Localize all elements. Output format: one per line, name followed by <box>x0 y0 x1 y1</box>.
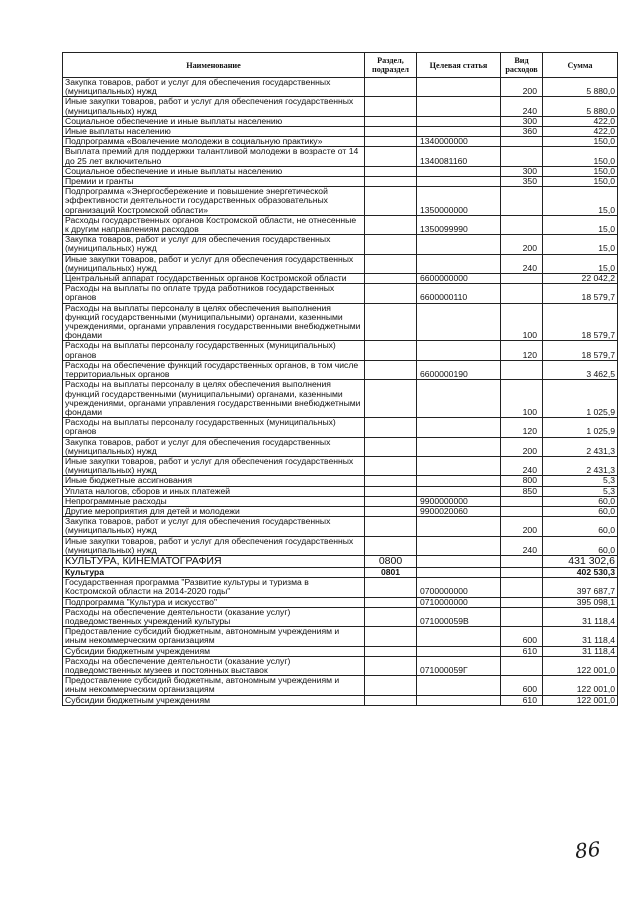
cell-target <box>417 476 501 486</box>
cell-target <box>417 437 501 456</box>
cell-target <box>417 254 501 273</box>
cell-name: Предоставление субсидий бюджетным, автономным учреждениям и иным некоммерческим организациям <box>63 627 365 646</box>
table-row <box>63 380 618 418</box>
cell-target <box>417 517 501 536</box>
cell-vid: 120 <box>501 418 543 437</box>
cell-sum: 5 880,0 <box>543 78 618 97</box>
table-row <box>63 215 618 234</box>
cell-target <box>417 97 501 116</box>
cell-sum: 150,0 <box>543 177 618 187</box>
cell-sum: 60,0 <box>543 517 618 536</box>
cell-vid: 600 <box>501 627 543 646</box>
budget-table-container <box>62 52 617 706</box>
cell-razdel <box>365 597 417 607</box>
table-row <box>63 147 618 166</box>
cell-target <box>417 536 501 555</box>
cell-name: Подпрограмма "Культура и искусство" <box>63 597 365 607</box>
cell-name: Закупка товаров, работ и услуг для обеспечения государственных (муниципальных) нужд <box>63 517 365 536</box>
cell-razdel <box>365 274 417 284</box>
cell-name: Расходы на обеспечение функций государственных органов, в том числе территориальных органов <box>63 360 365 379</box>
cell-sum: 18 579,7 <box>543 303 618 341</box>
header-sum: Сумма <box>543 53 618 78</box>
cell-target <box>417 380 501 418</box>
cell-name: Социальное обеспечение и иные выплаты населению <box>63 116 365 126</box>
cell-sum: 150,0 <box>543 147 618 166</box>
table-row <box>63 78 618 97</box>
cell-name: Субсидии бюджетным учреждениям <box>63 646 365 656</box>
cell-sum: 397 687,7 <box>543 578 618 597</box>
cell-target <box>417 418 501 437</box>
cell-name: Выплата премий для поддержки талантливой молодежи в возрасте от 14 до 25 лет включительно <box>63 147 365 166</box>
cell-razdel <box>365 646 417 656</box>
table-row <box>63 656 618 675</box>
table-row <box>63 578 618 597</box>
cell-vid <box>501 137 543 147</box>
cell-vid: 600 <box>501 676 543 695</box>
cell-target <box>417 235 501 254</box>
cell-target: 6600000190 <box>417 360 501 379</box>
cell-target <box>417 166 501 176</box>
cell-vid: 300 <box>501 166 543 176</box>
cell-vid <box>501 506 543 516</box>
cell-vid <box>501 360 543 379</box>
cell-razdel <box>365 486 417 496</box>
cell-razdel <box>365 456 417 475</box>
cell-name: Другие мероприятия для детей и молодежи <box>63 506 365 516</box>
cell-razdel <box>365 78 417 97</box>
cell-razdel: 0801 <box>365 567 417 577</box>
cell-vid <box>501 215 543 234</box>
cell-target <box>417 127 501 137</box>
page-number: 86 <box>573 836 602 864</box>
cell-sum: 60,0 <box>543 496 618 506</box>
cell-razdel <box>365 137 417 147</box>
table-row <box>63 97 618 116</box>
cell-sum: 422,0 <box>543 116 618 126</box>
cell-name: Предоставление субсидий бюджетным, автономным учреждениям и иным некоммерческим организациям <box>63 676 365 695</box>
cell-vid: 100 <box>501 303 543 341</box>
cell-sum: 18 579,7 <box>543 284 618 303</box>
table-row <box>63 567 618 577</box>
cell-sum: 2 431,3 <box>543 437 618 456</box>
cell-vid: 120 <box>501 341 543 360</box>
cell-razdel <box>365 97 417 116</box>
cell-razdel <box>365 147 417 166</box>
table-row <box>63 418 618 437</box>
cell-sum: 31 118,4 <box>543 627 618 646</box>
table-row <box>63 187 618 216</box>
cell-target <box>417 567 501 577</box>
cell-target: 071000059Г <box>417 656 501 675</box>
cell-vid <box>501 607 543 626</box>
cell-sum: 122 001,0 <box>543 676 618 695</box>
table-row <box>63 166 618 176</box>
cell-razdel <box>365 284 417 303</box>
cell-sum: 431 302,6 <box>543 555 618 567</box>
cell-target <box>417 676 501 695</box>
cell-razdel <box>365 607 417 626</box>
cell-target <box>417 116 501 126</box>
cell-target <box>417 456 501 475</box>
cell-name: Иные закупки товаров, работ и услуг для обеспечения государственных (муниципальных) нужд <box>63 456 365 475</box>
cell-razdel <box>365 360 417 379</box>
cell-sum: 5,3 <box>543 486 618 496</box>
table-row <box>63 177 618 187</box>
cell-name: Центральный аппарат государственных органов Костромской области <box>63 274 365 284</box>
cell-target <box>417 78 501 97</box>
table-row <box>63 476 618 486</box>
cell-name: Культура <box>63 567 365 577</box>
cell-razdel <box>365 437 417 456</box>
cell-target: 1340081160 <box>417 147 501 166</box>
cell-sum: 122 001,0 <box>543 695 618 705</box>
cell-razdel <box>365 676 417 695</box>
cell-target <box>417 486 501 496</box>
cell-name: Иные закупки товаров, работ и услуг для обеспечения государственных (муниципальных) нужд <box>63 536 365 555</box>
cell-razdel <box>365 127 417 137</box>
table-row <box>63 127 618 137</box>
cell-target: 0710000000 <box>417 597 501 607</box>
cell-sum: 2 431,3 <box>543 456 618 475</box>
cell-sum: 60,0 <box>543 536 618 555</box>
cell-sum: 60,0 <box>543 506 618 516</box>
cell-vid: 200 <box>501 235 543 254</box>
cell-sum: 395 098,1 <box>543 597 618 607</box>
cell-vid <box>501 284 543 303</box>
cell-vid: 200 <box>501 78 543 97</box>
cell-sum: 402 530,3 <box>543 567 618 577</box>
table-header-row <box>63 53 618 78</box>
cell-vid: 200 <box>501 437 543 456</box>
cell-vid: 240 <box>501 456 543 475</box>
cell-sum: 422,0 <box>543 127 618 137</box>
cell-razdel <box>365 235 417 254</box>
cell-name: Иные закупки товаров, работ и услуг для обеспечения государственных (муниципальных) нужд <box>63 97 365 116</box>
cell-razdel <box>365 254 417 273</box>
cell-sum: 31 118,4 <box>543 646 618 656</box>
table-row <box>63 341 618 360</box>
table-row <box>63 676 618 695</box>
cell-vid <box>501 274 543 284</box>
cell-razdel <box>365 166 417 176</box>
table-row <box>63 303 618 341</box>
cell-vid: 800 <box>501 476 543 486</box>
cell-sum: 150,0 <box>543 137 618 147</box>
table-row <box>63 254 618 273</box>
table-row <box>63 274 618 284</box>
cell-name: Субсидии бюджетным учреждениям <box>63 695 365 705</box>
cell-vid: 240 <box>501 536 543 555</box>
cell-razdel <box>365 177 417 187</box>
table-row <box>63 360 618 379</box>
cell-razdel <box>365 418 417 437</box>
cell-sum: 150,0 <box>543 166 618 176</box>
cell-vid: 200 <box>501 517 543 536</box>
cell-vid <box>501 567 543 577</box>
cell-name: Социальное обеспечение и иные выплаты населению <box>63 166 365 176</box>
cell-target <box>417 646 501 656</box>
table-row <box>63 137 618 147</box>
table-row <box>63 456 618 475</box>
cell-target: 6600000110 <box>417 284 501 303</box>
cell-vid <box>501 656 543 675</box>
cell-razdel <box>365 517 417 536</box>
cell-razdel <box>365 215 417 234</box>
cell-sum: 5 880,0 <box>543 97 618 116</box>
cell-name: Расходы на выплаты персоналу в целях обеспечения выполнения функций государственными (муниципальными) органами, казенными учреждениями, органами управления государственными внебюджетными фондами <box>63 303 365 341</box>
cell-target <box>417 177 501 187</box>
cell-target: 9900020060 <box>417 506 501 516</box>
cell-vid <box>501 496 543 506</box>
budget-table <box>62 52 618 706</box>
cell-sum: 31 118,4 <box>543 607 618 626</box>
header-vid: Вид расходов <box>501 53 543 78</box>
cell-vid: 850 <box>501 486 543 496</box>
cell-target <box>417 341 501 360</box>
cell-vid <box>501 147 543 166</box>
cell-sum: 122 001,0 <box>543 656 618 675</box>
cell-name: Закупка товаров, работ и услуг для обеспечения государственных (муниципальных) нужд <box>63 437 365 456</box>
cell-razdel <box>365 695 417 705</box>
cell-name: Иные выплаты населению <box>63 127 365 137</box>
table-row <box>63 627 618 646</box>
cell-vid <box>501 597 543 607</box>
table-row <box>63 486 618 496</box>
cell-razdel <box>365 116 417 126</box>
header-target: Целевая статья <box>417 53 501 78</box>
table-row <box>63 695 618 705</box>
cell-name: Расходы на выплаты персоналу государственных (муниципальных) органов <box>63 341 365 360</box>
cell-sum: 15,0 <box>543 215 618 234</box>
table-row <box>63 235 618 254</box>
cell-target <box>417 303 501 341</box>
cell-razdel <box>365 656 417 675</box>
cell-vid <box>501 187 543 216</box>
cell-vid: 610 <box>501 646 543 656</box>
table-row <box>63 116 618 126</box>
table-row <box>63 597 618 607</box>
cell-target <box>417 627 501 646</box>
cell-sum: 3 462,5 <box>543 360 618 379</box>
cell-name: Иные бюджетные ассигнования <box>63 476 365 486</box>
cell-vid: 240 <box>501 254 543 273</box>
cell-sum: 15,0 <box>543 235 618 254</box>
cell-sum: 22 042,2 <box>543 274 618 284</box>
cell-sum: 15,0 <box>543 187 618 216</box>
cell-vid: 300 <box>501 116 543 126</box>
cell-vid <box>501 578 543 597</box>
cell-razdel <box>365 380 417 418</box>
cell-vid: 350 <box>501 177 543 187</box>
cell-name: Расходы на обеспечение деятельности (оказание услуг) подведомственных учреждений культуры <box>63 607 365 626</box>
table-body <box>63 78 618 706</box>
cell-name: Закупка товаров, работ и услуг для обеспечения государственных (муниципальных) нужд <box>63 78 365 97</box>
table-row <box>63 506 618 516</box>
cell-name: Расходы на выплаты персоналу в целях обеспечения выполнения функций государственными (муниципальными) органами, казенными учреждениями, органами управления государственными внебюджетными фондами <box>63 380 365 418</box>
cell-razdel <box>365 496 417 506</box>
table-row <box>63 607 618 626</box>
table-row <box>63 555 618 567</box>
cell-razdel <box>365 303 417 341</box>
cell-target <box>417 555 501 567</box>
cell-sum: 18 579,7 <box>543 341 618 360</box>
table-row <box>63 496 618 506</box>
cell-razdel <box>365 627 417 646</box>
cell-vid: 610 <box>501 695 543 705</box>
table-row <box>63 646 618 656</box>
cell-razdel <box>365 187 417 216</box>
cell-name: Уплата налогов, сборов и иных платежей <box>63 486 365 496</box>
table-row <box>63 437 618 456</box>
cell-razdel <box>365 476 417 486</box>
cell-vid: 100 <box>501 380 543 418</box>
cell-razdel <box>365 536 417 555</box>
cell-name: КУЛЬТУРА, КИНЕМАТОГРАФИЯ <box>63 555 365 567</box>
cell-name: Закупка товаров, работ и услуг для обеспечения государственных (муниципальных) нужд <box>63 235 365 254</box>
table-row <box>63 517 618 536</box>
cell-target: 1350000000 <box>417 187 501 216</box>
cell-vid <box>501 555 543 567</box>
cell-razdel <box>365 506 417 516</box>
cell-razdel: 0800 <box>365 555 417 567</box>
table-row <box>63 536 618 555</box>
cell-razdel <box>365 341 417 360</box>
cell-name: Расходы на обеспечение деятельности (оказание услуг) подведомственных музеев и постоянных выставок <box>63 656 365 675</box>
cell-target: 0700000000 <box>417 578 501 597</box>
cell-name: Расходы государственных органов Костромской области, не отнесенные к другим направлениям расходов <box>63 215 365 234</box>
cell-name: Подпрограмма «Энергосбережение и повышение энергетической эффективности деятельности государственных образовательных организаций Костромской области» <box>63 187 365 216</box>
cell-name: Расходы на выплаты персоналу государственных (муниципальных) органов <box>63 418 365 437</box>
cell-razdel <box>365 578 417 597</box>
cell-target: 071000059В <box>417 607 501 626</box>
cell-name: Подпрограмма «Вовлечение молодежи в социальную практику» <box>63 137 365 147</box>
header-razdel: Раздел, подраздел <box>365 53 417 78</box>
cell-target: 9900000000 <box>417 496 501 506</box>
cell-target: 1340000000 <box>417 137 501 147</box>
cell-name: Государственная программа "Развитие культуры и туризма в Костромской области на 2014-2020 годы" <box>63 578 365 597</box>
cell-name: Расходы на выплаты по оплате труда работников государственных органов <box>63 284 365 303</box>
cell-target: 6600000000 <box>417 274 501 284</box>
header-name: Наименование <box>63 53 365 78</box>
table-row <box>63 284 618 303</box>
cell-target: 1350099990 <box>417 215 501 234</box>
cell-target <box>417 695 501 705</box>
cell-name: Непрограммные расходы <box>63 496 365 506</box>
cell-vid: 360 <box>501 127 543 137</box>
cell-sum: 1 025,9 <box>543 380 618 418</box>
cell-sum: 5,3 <box>543 476 618 486</box>
cell-name: Премии и гранты <box>63 177 365 187</box>
cell-sum: 15,0 <box>543 254 618 273</box>
cell-vid: 240 <box>501 97 543 116</box>
cell-sum: 1 025,9 <box>543 418 618 437</box>
cell-name: Иные закупки товаров, работ и услуг для обеспечения государственных (муниципальных) нужд <box>63 254 365 273</box>
